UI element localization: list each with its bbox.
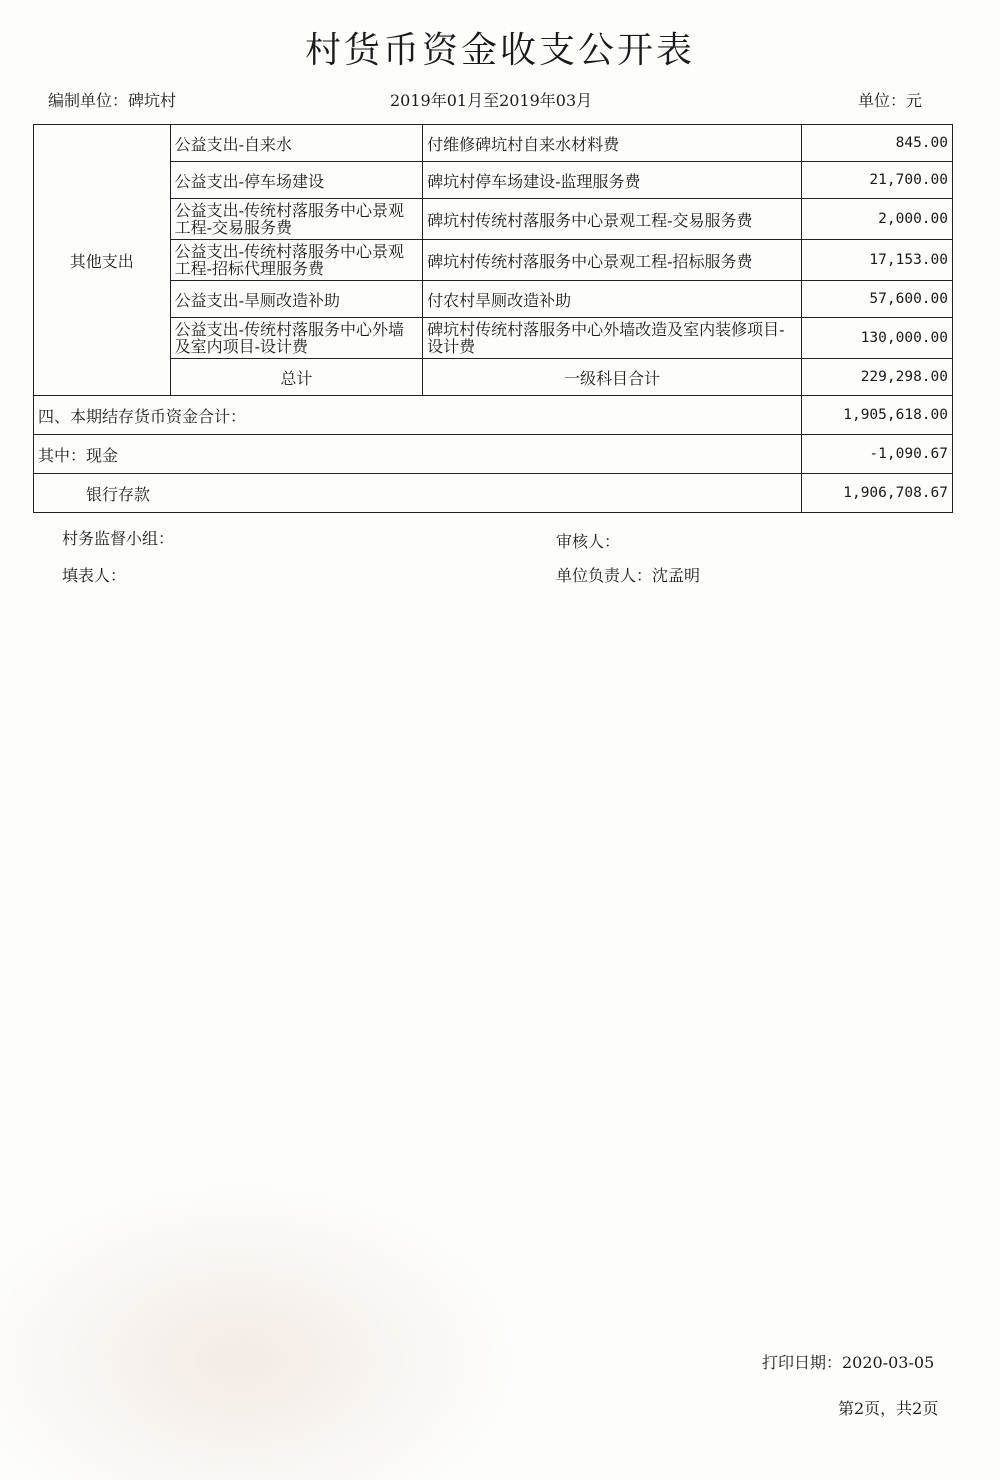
cash-amount: -1,090.67 xyxy=(801,435,952,474)
desc-cell: 碑坑村传统村落服务中心外墙改造及室内装修项目-设计费 xyxy=(423,318,802,359)
desc-cell: 付维修碑坑村自来水材料费 xyxy=(423,125,802,162)
item-cell: 公益支出-传统村落服务中心外墙及室内项目-设计费 xyxy=(170,318,423,359)
bank-row xyxy=(34,474,953,513)
cash-row xyxy=(34,435,953,474)
amount-cell: 21,700.00 xyxy=(801,162,952,199)
print-date: 打印日期：2020-03-05 xyxy=(762,1353,935,1372)
currency-unit: 单位：元 xyxy=(858,91,923,110)
table-row xyxy=(34,240,953,281)
item-cell: 公益支出-传统村落服务中心景观工程-招标代理服务费 xyxy=(170,240,423,281)
supervision-group: 村务监督小组： xyxy=(62,529,175,548)
form-filler: 填表人： xyxy=(62,566,127,585)
total-row xyxy=(34,359,953,396)
cash-label: 其中：现金 xyxy=(34,435,802,474)
balance-amount: 1,905,618.00 xyxy=(801,396,952,435)
category-cell: 其他支出 xyxy=(34,125,171,396)
reviewer: 审核人： xyxy=(556,532,621,551)
amount-cell: 130,000.00 xyxy=(801,318,952,359)
table-row xyxy=(34,162,953,199)
bank-label: 银行存款 xyxy=(34,474,802,513)
paper-stain xyxy=(0,1180,520,1480)
table-row xyxy=(34,199,953,240)
desc-cell: 碑坑村传统村落服务中心景观工程-交易服务费 xyxy=(423,199,802,240)
amount-cell: 57,600.00 xyxy=(801,281,952,318)
item-cell: 公益支出-停车场建设 xyxy=(170,162,423,199)
balance-row xyxy=(34,396,953,435)
total-label: 总计 xyxy=(170,359,423,396)
desc-cell: 碑坑村停车场建设-监理服务费 xyxy=(423,162,802,199)
item-cell: 公益支出-旱厕改造补助 xyxy=(170,281,423,318)
bank-amount: 1,906,708.67 xyxy=(801,474,952,513)
amount-cell: 845.00 xyxy=(801,125,952,162)
item-cell: 公益支出-自来水 xyxy=(170,125,423,162)
unit-head: 单位负责人：沈孟明 xyxy=(556,566,701,585)
amount-cell: 2,000.00 xyxy=(801,199,952,240)
compiling-unit: 编制单位：碑坑村 xyxy=(48,91,177,110)
page-title: 村货币资金收支公开表 xyxy=(304,30,695,71)
page-number: 第2页，共2页 xyxy=(838,1399,939,1418)
balance-label: 四、本期结存货币资金合计： xyxy=(34,396,802,435)
desc-cell: 付农村旱厕改造补助 xyxy=(423,281,802,318)
table-row xyxy=(34,125,953,162)
report-period: 2019年01月至2019年03月 xyxy=(390,91,593,110)
desc-cell: 碑坑村传统村落服务中心景观工程-招标服务费 xyxy=(423,240,802,281)
amount-cell: 17,153.00 xyxy=(801,240,952,281)
item-cell: 公益支出-传统村落服务中心景观工程-交易服务费 xyxy=(170,199,423,240)
table-row xyxy=(34,318,953,359)
total-amount: 229,298.00 xyxy=(801,359,952,396)
ledger-table xyxy=(33,124,953,513)
total-desc: 一级科目合计 xyxy=(423,359,802,396)
table-row xyxy=(34,281,953,318)
